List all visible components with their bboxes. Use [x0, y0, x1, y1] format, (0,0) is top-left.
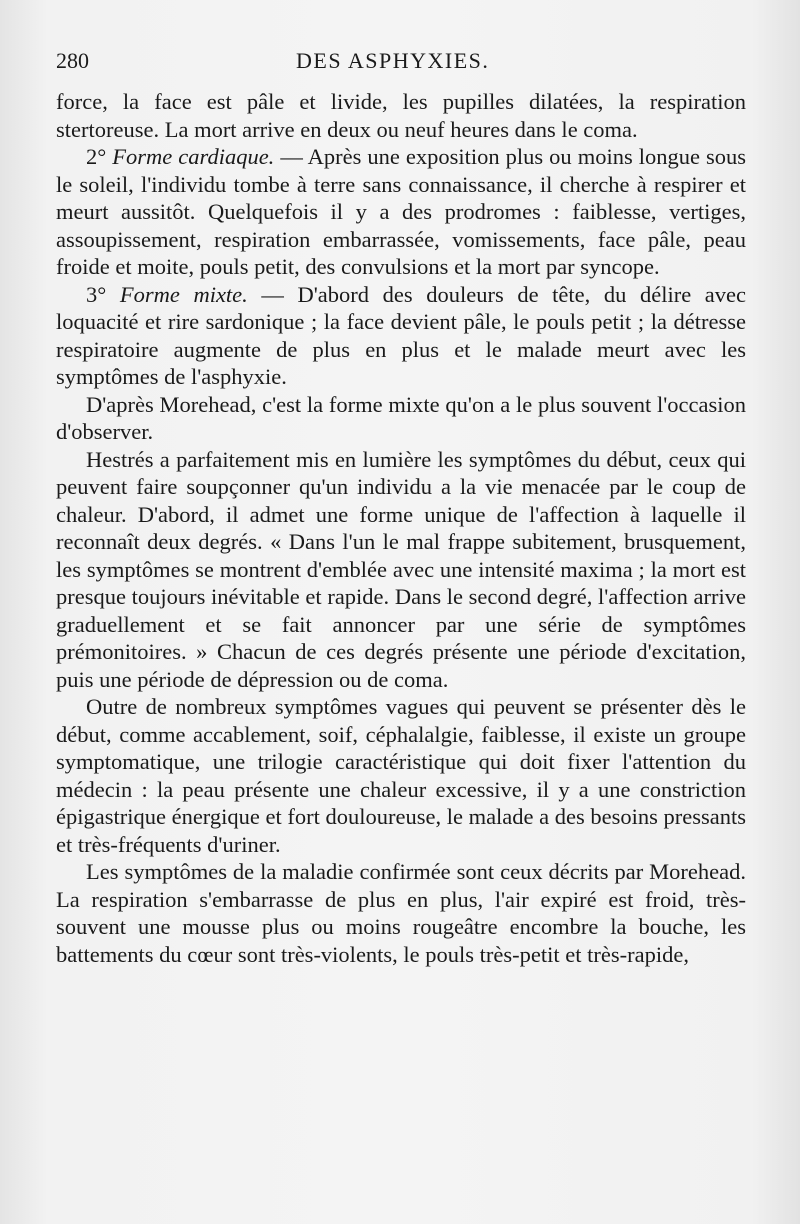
page-number: 280 — [56, 48, 89, 73]
paragraph-number: 3° — [86, 281, 120, 307]
paragraph-text: Hestrés a parfaitement mis en lumière les symptômes du début, ceux qui peuvent faire soupçonner qu'un individu a la vie menacée par le coup de chaleur. D'abord, il admet une forme unique de l'affection à laquelle il reconnaît deux degrés. « Dans l'un le mal frappe subitement, brusquement, les symptômes se montrent d'emblée avec une intensité maxima ; la mort est presque toujours inévitable et rapide. Dans le second degré, l'affection arrive graduellement et se fait annoncer par une série de symptômes prémonitoires. » Chacun de ces degrés présente une période d'excitation, puis une période de dépression ou de coma. — [56, 446, 746, 692]
section-heading: Forme mixte. — [119, 281, 248, 307]
paragraph-text: Outre de nombreux symptômes vagues qui peuvent se présenter dès le début, comme accablement, soif, céphalalgie, faiblesse, il existe un groupe symptomatique, une trilogie caractéristique qui doit fixer l'attention du médecin : la peau présente une chaleur excessive, il y a une constriction épigastrique énergique et fort douloureuse, le malade a des besoins pressants et très-fréquents d'uriner. — [56, 694, 746, 857]
paragraph-forme-mixte — [56, 281, 746, 391]
paragraph-maladie-confirmee — [56, 858, 746, 968]
paragraph-continuation — [56, 88, 746, 143]
paragraph-forme-cardiaque — [56, 143, 746, 281]
paragraph-hestres — [56, 446, 746, 694]
paragraph-text: Les symptômes de la maladie confirmée sont ceux décrits par Morehead. La respiration s'embarrasse de plus en plus, l'air expiré est froid, très-souvent une mousse plus ou moins rougeâtre encombre la bouche, les battements du cœur sont très-violents, le pouls très-petit et très-rapide, — [56, 859, 746, 967]
paragraph-symptomes-vagues — [56, 693, 746, 858]
paragraph-number: 2° — [86, 144, 113, 169]
section-heading: Forme cardiaque. — [112, 144, 275, 169]
body-text — [56, 88, 746, 968]
paragraph-text: — Après une exposition plus ou moins longue sous le soleil, l'individu tombe à terre sans connaissance, il cherche à respirer et meurt aussitôt. Quelquefois il y a des prodromes : faiblesse, vertiges, assoupissement, respiration embarrassée, vomissements, face pâle, peau froide et moite, pouls petit, des convulsions et la mort par syncope. — [56, 144, 746, 279]
paragraph-text: force, la face est pâle et livide, les pupilles dilatées, la respiration stertoreuse. La mort arrive en deux ou neuf heures dans le coma. — [56, 89, 746, 142]
paragraph-morehead — [56, 391, 746, 446]
paragraph-text: — D'abord des douleurs de tête, du délire avec loquacité et rire sardonique ; la face devient pâle, le pouls petit ; la détresse respiratoire augmente de plus en plus et le malade meurt avec les symptômes de l'asphyxie. — [56, 281, 746, 389]
paragraph-text: D'après Morehead, c'est la forme mixte qu'on a le plus souvent l'occasion d'observer. — [56, 391, 746, 444]
running-title: DES ASPHYXIES. — [296, 48, 490, 73]
running-head — [56, 44, 746, 78]
